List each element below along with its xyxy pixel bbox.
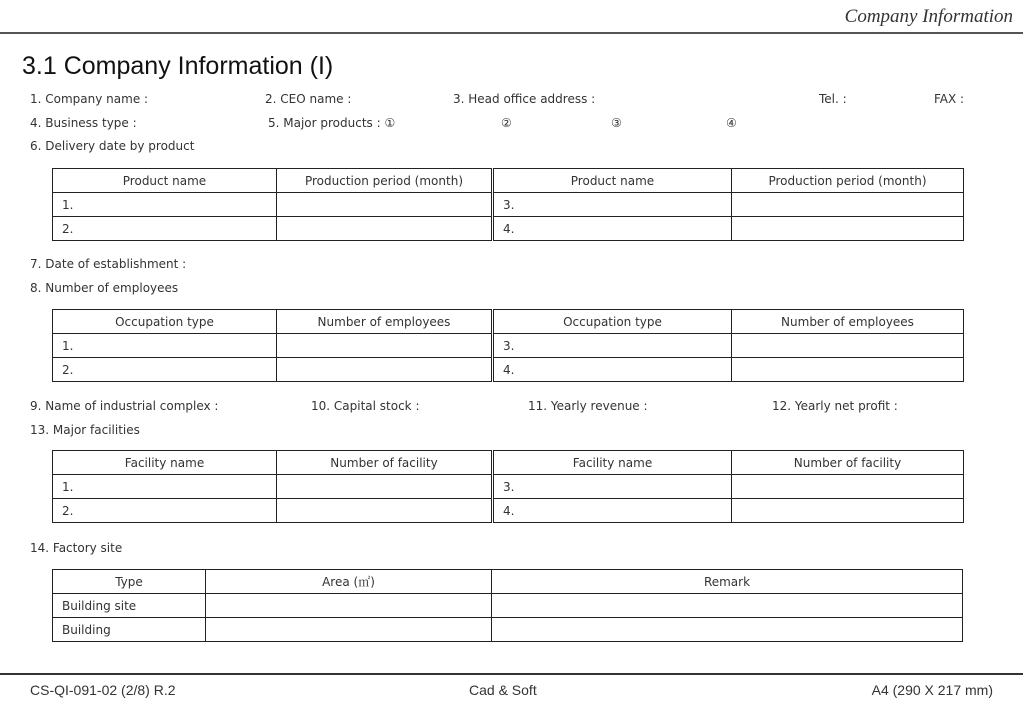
table-cell[interactable] bbox=[277, 358, 493, 382]
column-header: Production period (month) bbox=[732, 169, 964, 193]
table-cell[interactable] bbox=[732, 193, 964, 217]
table-cell: Building site bbox=[53, 594, 206, 618]
tel-label: Tel. : bbox=[819, 92, 847, 106]
column-header: Type bbox=[53, 570, 206, 594]
major-products-label: 5. Major products : ① bbox=[268, 116, 396, 130]
table-row bbox=[53, 193, 964, 217]
table-cell[interactable] bbox=[206, 594, 492, 618]
employees-table bbox=[52, 309, 964, 382]
date-established-label: 7. Date of establishment : bbox=[30, 257, 187, 271]
table-cell[interactable] bbox=[732, 358, 964, 382]
table-cell[interactable] bbox=[732, 475, 964, 499]
table-cell[interactable]: 1. bbox=[53, 193, 277, 217]
column-header: Remark bbox=[492, 570, 963, 594]
capital-stock-label: 10. Capital stock : bbox=[311, 399, 420, 413]
table-cell[interactable]: 3. bbox=[493, 475, 732, 499]
table-row bbox=[53, 358, 964, 382]
table-cell[interactable]: 4. bbox=[493, 499, 732, 523]
table-cell[interactable]: 1. bbox=[53, 475, 277, 499]
footer-company: Cad & Soft bbox=[469, 682, 537, 698]
header-title: Company Information bbox=[844, 6, 1013, 27]
table-row bbox=[53, 618, 963, 642]
column-header: Number of facility bbox=[277, 451, 493, 475]
table-cell[interactable]: 4. bbox=[493, 217, 732, 241]
column-header: Product name bbox=[493, 169, 732, 193]
table-cell[interactable]: 3. bbox=[493, 193, 732, 217]
table-row bbox=[53, 499, 964, 523]
table-header-row bbox=[53, 310, 964, 334]
table-cell[interactable] bbox=[492, 594, 963, 618]
column-header: Area (㎡) bbox=[206, 570, 492, 594]
product-2-marker: ② bbox=[501, 116, 512, 130]
table-row bbox=[53, 475, 964, 499]
table-cell[interactable] bbox=[277, 334, 493, 358]
table-cell: Building bbox=[53, 618, 206, 642]
num-employees-label: 8. Number of employees bbox=[30, 281, 179, 295]
table-cell[interactable] bbox=[732, 499, 964, 523]
column-header: Product name bbox=[53, 169, 277, 193]
table-header-row bbox=[53, 451, 964, 475]
table-row bbox=[53, 334, 964, 358]
table-header-row bbox=[53, 570, 963, 594]
table-cell[interactable] bbox=[277, 217, 493, 241]
page-title: 3.1 Company Information (I) bbox=[22, 52, 334, 80]
column-header: Number of employees bbox=[277, 310, 493, 334]
yearly-revenue-label: 11. Yearly revenue : bbox=[528, 399, 648, 413]
facilities-table bbox=[52, 450, 964, 523]
table-cell[interactable]: 2. bbox=[53, 217, 277, 241]
table-cell[interactable] bbox=[277, 475, 493, 499]
ceo-name-label: 2. CEO name : bbox=[265, 92, 352, 106]
business-type-label: 4. Business type : bbox=[30, 116, 137, 130]
factory-site-label: 14. Factory site bbox=[30, 541, 123, 555]
table-cell[interactable]: 2. bbox=[53, 499, 277, 523]
table-cell[interactable] bbox=[277, 193, 493, 217]
table-cell[interactable] bbox=[206, 618, 492, 642]
head-office-label: 3. Head office address : bbox=[453, 92, 596, 106]
yearly-net-profit-label: 12. Yearly net profit : bbox=[772, 399, 898, 413]
table-cell[interactable] bbox=[732, 334, 964, 358]
table-cell[interactable]: 2. bbox=[53, 358, 277, 382]
column-header: Facility name bbox=[53, 451, 277, 475]
product-3-marker: ③ bbox=[611, 116, 622, 130]
column-header: Production period (month) bbox=[277, 169, 493, 193]
major-facilities-label: 13. Major facilities bbox=[30, 423, 140, 437]
factory-site-table bbox=[52, 569, 963, 642]
fax-label: FAX : bbox=[934, 92, 965, 106]
delivery-table bbox=[52, 168, 964, 241]
footer-paper-size: A4 (290 X 217 mm) bbox=[871, 682, 993, 698]
column-header: Facility name bbox=[493, 451, 732, 475]
table-header-row bbox=[53, 169, 964, 193]
table-cell[interactable]: 3. bbox=[493, 334, 732, 358]
industrial-complex-label: 9. Name of industrial complex : bbox=[30, 399, 219, 413]
footer-divider bbox=[0, 673, 1023, 675]
table-cell[interactable]: 1. bbox=[53, 334, 277, 358]
delivery-date-label: 6. Delivery date by product bbox=[30, 139, 195, 153]
footer-doc-code: CS-QI-091-02 (2/8) R.2 bbox=[30, 682, 176, 698]
product-4-marker: ④ bbox=[726, 116, 737, 130]
column-header: Occupation type bbox=[493, 310, 732, 334]
table-row bbox=[53, 217, 964, 241]
column-header: Number of facility bbox=[732, 451, 964, 475]
table-cell[interactable] bbox=[277, 499, 493, 523]
column-header: Number of employees bbox=[732, 310, 964, 334]
table-row bbox=[53, 594, 963, 618]
table-cell[interactable]: 4. bbox=[493, 358, 732, 382]
column-header: Occupation type bbox=[53, 310, 277, 334]
table-cell[interactable] bbox=[492, 618, 963, 642]
company-name-label: 1. Company name : bbox=[30, 92, 149, 106]
table-cell[interactable] bbox=[732, 217, 964, 241]
header-divider bbox=[0, 32, 1023, 34]
